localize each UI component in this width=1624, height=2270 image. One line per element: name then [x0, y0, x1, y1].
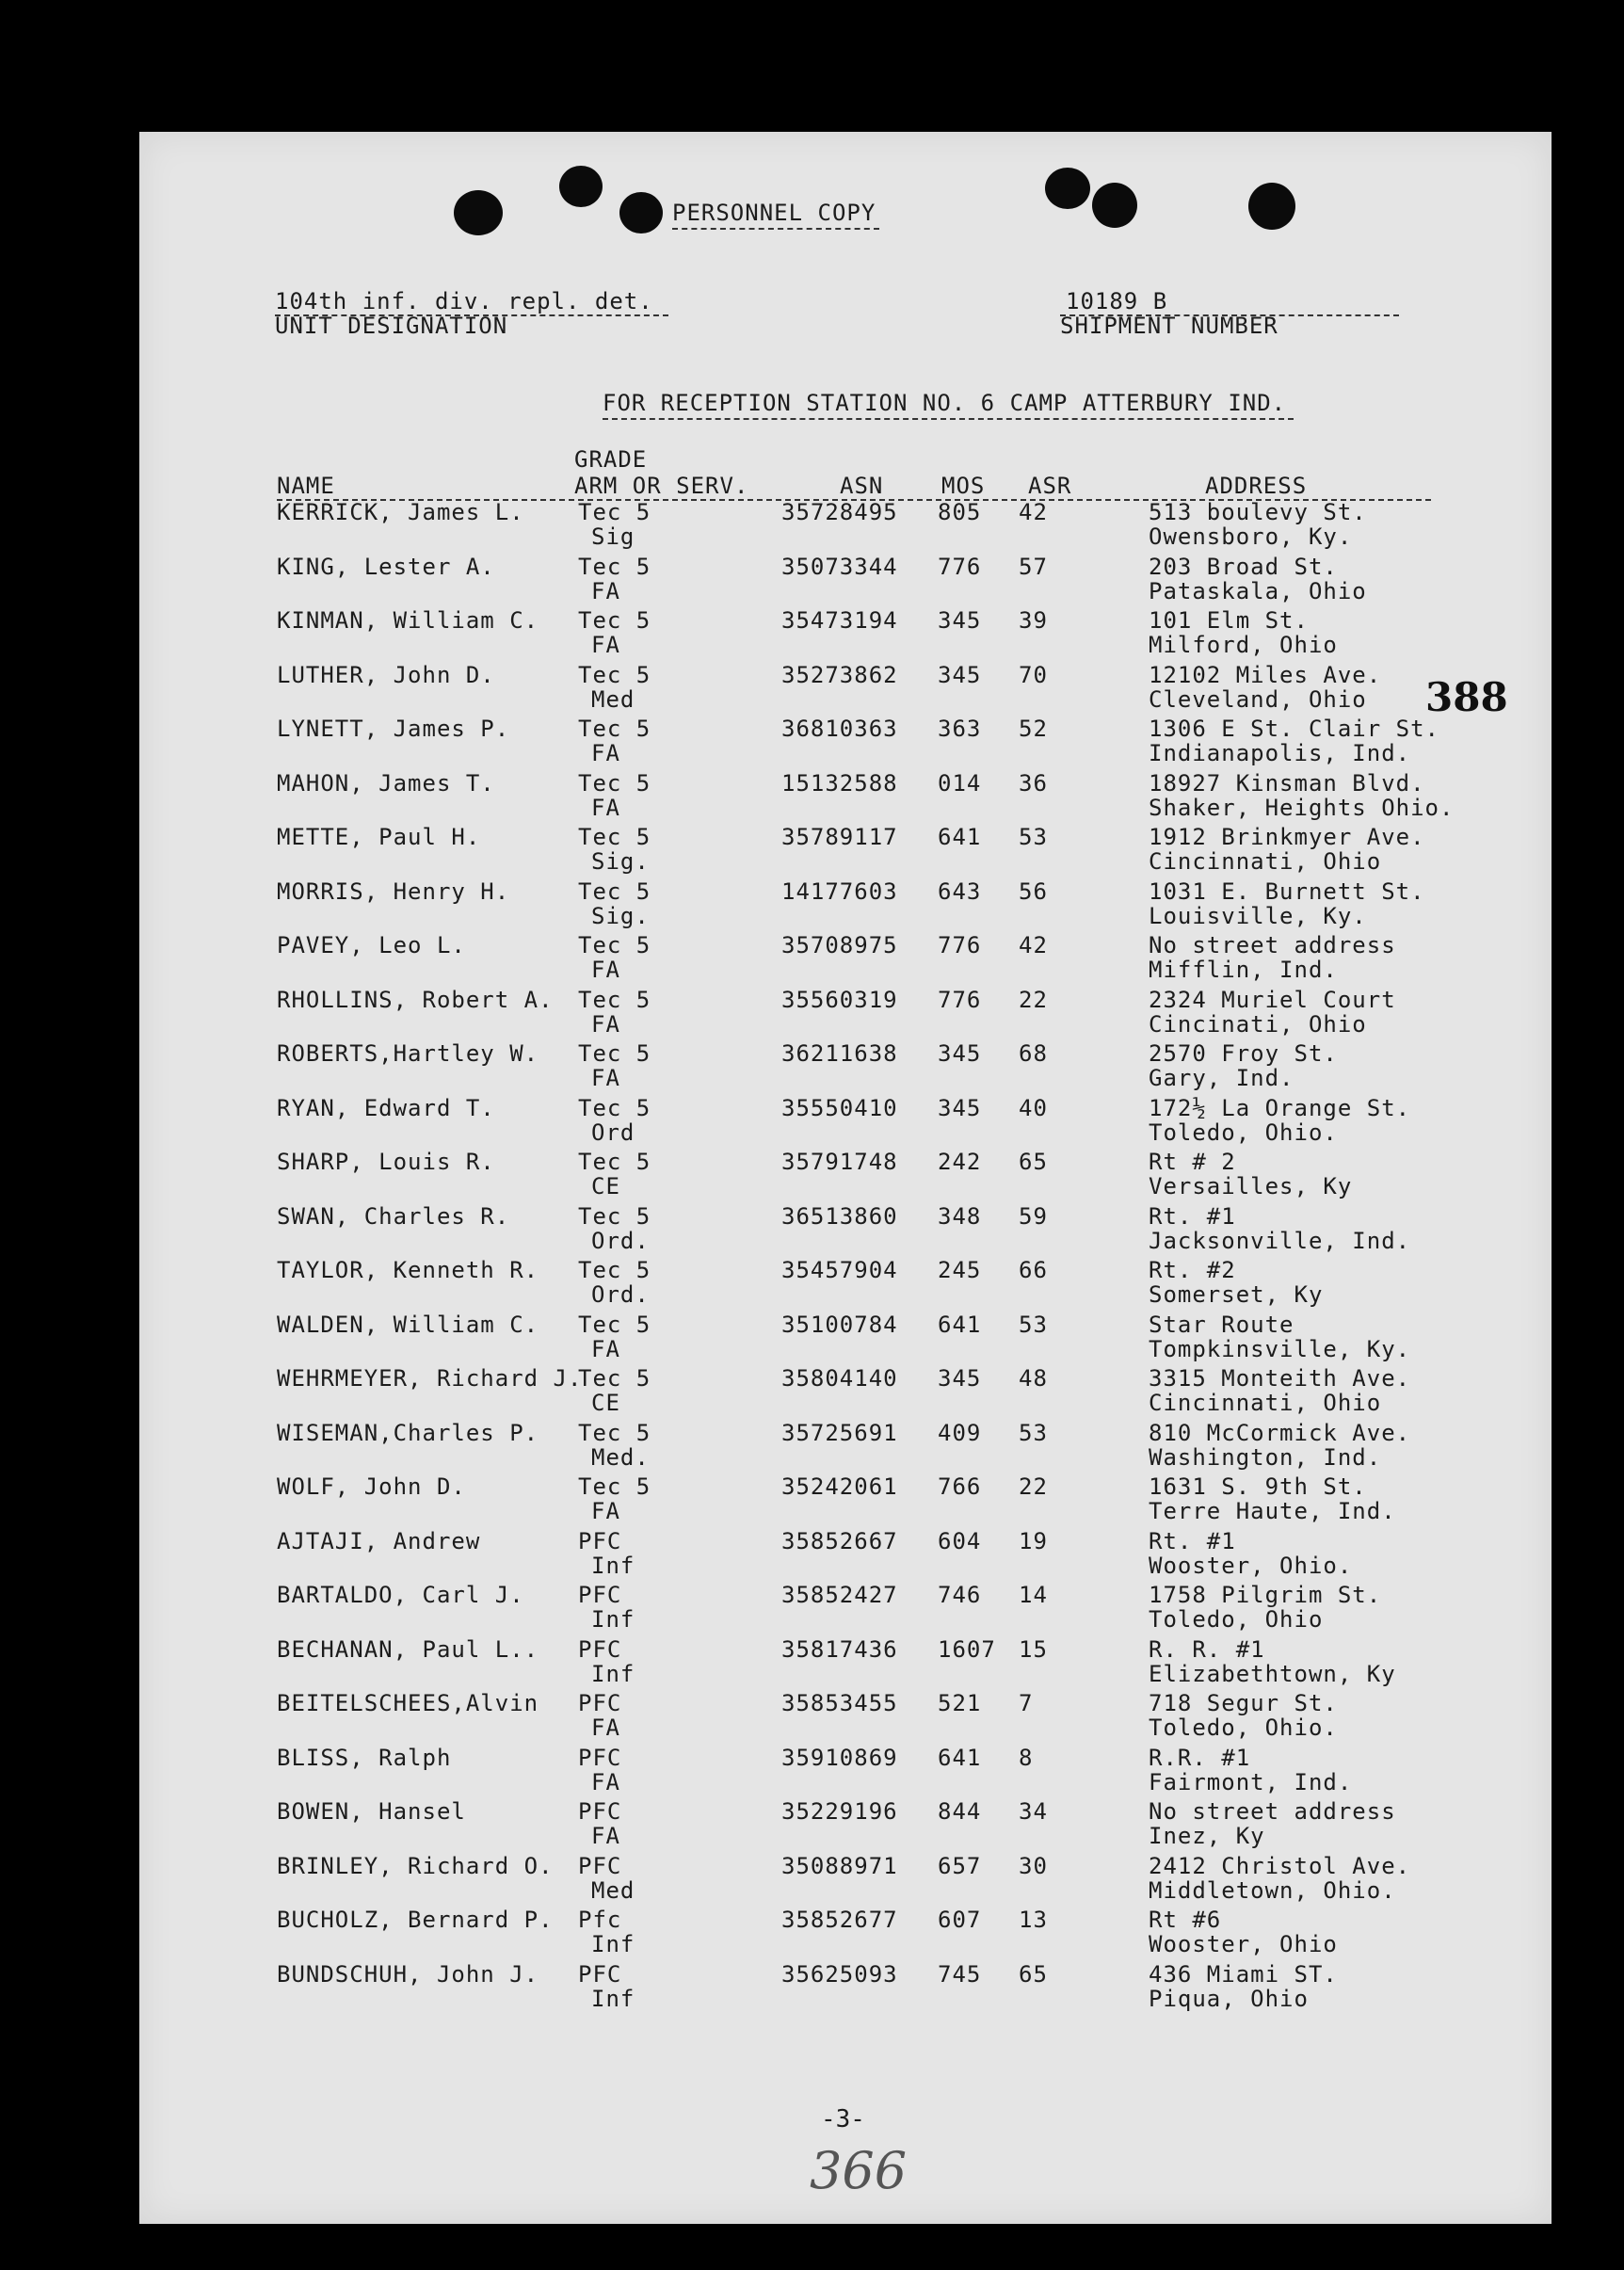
cell-grade: PFC — [578, 1635, 622, 1663]
cell-asr: 68 — [1019, 1040, 1048, 1067]
column-header-name: NAME — [277, 473, 335, 499]
cell-addr2: Toledo, Ohio. — [1149, 1715, 1338, 1741]
table-row — [139, 499, 1552, 553]
cell-asr: 7 — [1019, 1690, 1034, 1716]
cell-arm: Sig. — [591, 848, 650, 875]
cell-arm: Ord. — [591, 1281, 650, 1308]
cell-name: WOLF, John D. — [277, 1473, 466, 1500]
cell-asn: 14177603 — [781, 877, 898, 905]
cell-grade: Pfc — [578, 1907, 622, 1933]
table-row — [139, 1528, 1552, 1582]
cell-addr2: Toledo, Ohio. — [1149, 1119, 1338, 1146]
cell-addr1: Rt. #1 — [1149, 1527, 1236, 1554]
cell-name: PAVEY, Leo L. — [277, 932, 466, 958]
cell-name: BARTALDO, Carl J. — [277, 1582, 524, 1608]
cell-asn: 35242061 — [781, 1473, 898, 1500]
cell-name: RYAN, Edward T. — [277, 1094, 495, 1121]
destination-title: FOR RECEPTION STATION NO. 6 CAMP ATTERBURY IND. — [603, 390, 1287, 416]
cell-asr: 13 — [1019, 1907, 1048, 1933]
cell-addr1: Rt # 2 — [1149, 1149, 1236, 1175]
cell-addr2: Inez, Ky — [1149, 1823, 1265, 1849]
cell-grade: Tec 5 — [578, 1365, 651, 1392]
cell-arm: CE — [591, 1173, 620, 1199]
cell-name: MAHON, James T. — [277, 769, 495, 797]
cell-addr1: 513 boulevy St. — [1149, 499, 1367, 525]
table-row — [139, 1149, 1552, 1202]
cell-arm: FA — [591, 1498, 620, 1524]
cell-name: MORRIS, Henry H. — [277, 877, 510, 905]
cell-addr2: Louisville, Ky. — [1149, 902, 1367, 929]
cell-arm: Sig — [591, 523, 635, 550]
cell-asr: 39 — [1019, 607, 1048, 634]
cell-asr: 15 — [1019, 1635, 1048, 1663]
cell-name: LUTHER, John D. — [277, 661, 495, 688]
cell-mos: 245 — [938, 1257, 982, 1283]
column-header-grade: ARM OR SERV. — [574, 473, 749, 499]
table-row — [139, 1798, 1552, 1852]
table-row — [139, 1961, 1552, 2015]
cell-asr: 30 — [1019, 1852, 1048, 1879]
table-row — [139, 1365, 1552, 1419]
cell-name: BUNDSCHUH, John J. — [277, 1960, 539, 1988]
cell-addr2: Terre Haute, Ind. — [1149, 1498, 1396, 1524]
cell-grade: Tec 5 — [578, 769, 651, 797]
cell-name: ROBERTS,Hartley W. — [277, 1040, 539, 1067]
cell-arm: Sig. — [591, 902, 650, 929]
shipment-number-value: 10189 B — [1066, 288, 1168, 314]
cell-mos: 014 — [938, 769, 982, 797]
cell-name: AJTAJI, Andrew — [277, 1527, 481, 1554]
cell-addr2: Cincinnati, Ohio — [1149, 1390, 1382, 1416]
table-row — [139, 1095, 1552, 1149]
cell-arm: Inf — [591, 1660, 635, 1687]
cell-addr1: Star Route — [1149, 1311, 1294, 1338]
cell-asr: 53 — [1019, 824, 1048, 850]
cell-addr2: Versailles, Ky — [1149, 1173, 1353, 1199]
cell-arm: Med. — [591, 1443, 650, 1471]
cell-mos: 641 — [938, 824, 982, 850]
cell-asn: 35229196 — [781, 1798, 898, 1825]
table-row — [139, 1040, 1552, 1094]
cell-name: WISEMAN,Charles P. — [277, 1419, 539, 1446]
cell-asr: 59 — [1019, 1202, 1048, 1230]
cell-arm: FA — [591, 1010, 620, 1038]
cell-asr: 22 — [1019, 1473, 1048, 1500]
cell-asn: 35073344 — [781, 553, 898, 580]
cell-addr1: R.R. #1 — [1149, 1744, 1251, 1771]
cell-asn: 35560319 — [781, 986, 898, 1013]
cell-name: BOWEN, Hansel — [277, 1798, 466, 1825]
column-header-asr: ASR — [1028, 473, 1072, 499]
cell-addr1: 1631 S. 9th St. — [1149, 1473, 1367, 1500]
cell-arm: FA — [591, 1715, 620, 1741]
cell-arm: CE — [591, 1390, 620, 1416]
cell-grade: PFC — [578, 1582, 622, 1608]
cell-grade: Tec 5 — [578, 499, 651, 525]
cell-addr1: Rt. #2 — [1149, 1257, 1236, 1283]
cell-addr2: Middletown, Ohio. — [1149, 1876, 1396, 1904]
punch-hole — [1248, 183, 1295, 230]
cell-mos: 345 — [938, 1094, 982, 1121]
cell-mos: 641 — [938, 1744, 982, 1771]
cell-addr1: 810 McCormick Ave. — [1149, 1419, 1411, 1446]
cell-asn: 35100784 — [781, 1311, 898, 1338]
table-row — [139, 1203, 1552, 1257]
cell-name: BLISS, Ralph — [277, 1744, 452, 1771]
cell-arm: FA — [591, 794, 620, 821]
cell-addr2: Owensboro, Ky. — [1149, 523, 1353, 550]
cell-addr2: Gary, Ind. — [1149, 1065, 1294, 1091]
cell-asn: 35789117 — [781, 824, 898, 850]
cell-grade: Tec 5 — [578, 986, 651, 1013]
cell-addr2: Fairmont, Ind. — [1149, 1768, 1353, 1795]
cell-mos: 776 — [938, 553, 982, 580]
cell-grade: PFC — [578, 1744, 622, 1771]
cell-mos: 776 — [938, 986, 982, 1013]
cell-asn: 35088971 — [781, 1852, 898, 1879]
cell-mos: 745 — [938, 1960, 982, 1988]
cell-asr: 57 — [1019, 553, 1048, 580]
stamp-number: 388 — [1425, 674, 1508, 720]
cell-grade: Tec 5 — [578, 1149, 651, 1175]
cell-asn: 35852427 — [781, 1582, 898, 1608]
cell-addr2: Cincinati, Ohio — [1149, 1010, 1367, 1038]
cell-grade: Tec 5 — [578, 1094, 651, 1121]
cell-asn: 35473194 — [781, 607, 898, 634]
cell-asr: 48 — [1019, 1365, 1048, 1392]
cell-asn: 36513860 — [781, 1202, 898, 1230]
cell-grade: Tec 5 — [578, 1202, 651, 1230]
cell-asr: 40 — [1019, 1094, 1048, 1121]
cell-mos: 604 — [938, 1527, 982, 1554]
table-row — [139, 607, 1552, 661]
cell-arm: Inf — [591, 1552, 635, 1579]
cell-asn: 36810363 — [781, 716, 898, 742]
cell-grade: Tec 5 — [578, 553, 651, 580]
cell-mos: 363 — [938, 716, 982, 742]
cell-arm: FA — [591, 632, 620, 658]
cell-addr1: 172½ La Orange St. — [1149, 1094, 1411, 1121]
cell-name: METTE, Paul H. — [277, 824, 481, 850]
cell-addr1: R. R. #1 — [1149, 1635, 1265, 1663]
cell-asr: 65 — [1019, 1149, 1048, 1175]
cell-addr1: 12102 Miles Ave. — [1149, 661, 1382, 688]
column-header-asn: ASN — [840, 473, 884, 499]
divider — [603, 418, 1294, 420]
cell-addr2: Wooster, Ohio — [1149, 1931, 1338, 1957]
cell-grade: Tec 5 — [578, 1311, 651, 1338]
cell-asr: 52 — [1019, 716, 1048, 742]
cell-asr: 56 — [1019, 877, 1048, 905]
cell-addr2: Shaker, Heights Ohio. — [1149, 794, 1455, 821]
cell-name: KINMAN, William C. — [277, 607, 539, 634]
punch-hole — [619, 192, 663, 233]
table-row — [139, 1420, 1552, 1473]
cell-addr2: Toledo, Ohio — [1149, 1606, 1324, 1633]
cell-arm: FA — [591, 740, 620, 766]
cell-addr1: 101 Elm St. — [1149, 607, 1309, 634]
cell-asr: 42 — [1019, 932, 1048, 958]
cell-addr2: Milford, Ohio — [1149, 632, 1338, 658]
cell-arm: FA — [591, 1768, 620, 1795]
shipment-number-label: SHIPMENT NUMBER — [1060, 313, 1278, 339]
cell-asr: 36 — [1019, 769, 1048, 797]
cell-grade: Tec 5 — [578, 1257, 651, 1283]
cell-grade: Tec 5 — [578, 1473, 651, 1500]
cell-addr2: Cincinnati, Ohio — [1149, 848, 1382, 875]
cell-mos: 345 — [938, 607, 982, 634]
cell-asn: 35457904 — [781, 1257, 898, 1283]
cell-asr: 53 — [1019, 1419, 1048, 1446]
copy-label: PERSONNEL COPY — [672, 200, 876, 226]
table-row — [139, 1745, 1552, 1798]
cell-addr2: Somerset, Ky — [1149, 1281, 1324, 1308]
cell-addr1: No street address — [1149, 932, 1396, 958]
table-row — [139, 1473, 1552, 1527]
cell-name: BUCHOLZ, Bernard P. — [277, 1907, 554, 1933]
cell-asr: 19 — [1019, 1527, 1048, 1554]
cell-addr2: Jacksonville, Ind. — [1149, 1227, 1411, 1254]
cell-arm: Inf — [591, 1606, 635, 1633]
cell-addr1: 2412 Christol Ave. — [1149, 1852, 1411, 1879]
cell-arm: Ord — [591, 1119, 635, 1146]
cell-addr2: Tompkinsville, Ky. — [1149, 1335, 1411, 1362]
table-row — [139, 770, 1552, 824]
cell-addr1: 2570 Froy St. — [1149, 1040, 1338, 1067]
cell-grade: PFC — [578, 1852, 622, 1879]
cell-mos: 345 — [938, 661, 982, 688]
cell-grade: Tec 5 — [578, 877, 651, 905]
cell-asn: 35708975 — [781, 932, 898, 958]
cell-addr1: 18927 Kinsman Blvd. — [1149, 769, 1425, 797]
cell-mos: 1607 — [938, 1635, 996, 1663]
cell-name: BRINLEY, Richard O. — [277, 1852, 554, 1879]
table-row — [139, 1690, 1552, 1744]
punch-hole — [559, 166, 603, 207]
table-row — [139, 1853, 1552, 1907]
cell-arm: Med — [591, 1876, 635, 1904]
cell-addr1: 1031 E. Burnett St. — [1149, 877, 1425, 905]
cell-mos: 345 — [938, 1040, 982, 1067]
cell-arm: FA — [591, 577, 620, 604]
cell-arm: FA — [591, 957, 620, 983]
cell-addr1: 2324 Muriel Court — [1149, 986, 1396, 1013]
cell-mos: 348 — [938, 1202, 982, 1230]
cell-grade: Tec 5 — [578, 1040, 651, 1067]
cell-asr: 22 — [1019, 986, 1048, 1013]
table-row — [139, 662, 1552, 716]
page-number: -3- — [821, 2105, 865, 2133]
cell-asn: 35728495 — [781, 499, 898, 525]
cell-mos: 607 — [938, 1907, 982, 1933]
cell-asn: 35625093 — [781, 1960, 898, 1988]
cell-asr: 53 — [1019, 1311, 1048, 1338]
cell-addr2: Pataskala, Ohio — [1149, 577, 1367, 604]
cell-arm: FA — [591, 1335, 620, 1362]
cell-grade: Tec 5 — [578, 716, 651, 742]
cell-arm: Med — [591, 685, 635, 713]
cell-grade: PFC — [578, 1798, 622, 1825]
cell-name: RHOLLINS, Robert A. — [277, 986, 554, 1013]
cell-addr1: 203 Broad St. — [1149, 553, 1338, 580]
cell-addr1: Rt. #1 — [1149, 1202, 1236, 1230]
cell-grade: PFC — [578, 1960, 622, 1988]
cell-mos: 242 — [938, 1149, 982, 1175]
cell-addr1: 718 Segur St. — [1149, 1690, 1338, 1716]
cell-asn: 35817436 — [781, 1635, 898, 1663]
cell-addr2: Wooster, Ohio. — [1149, 1552, 1353, 1579]
cell-grade: Tec 5 — [578, 607, 651, 634]
cell-arm: FA — [591, 1065, 620, 1091]
cell-mos: 521 — [938, 1690, 982, 1716]
table-row — [139, 987, 1552, 1040]
cell-mos: 844 — [938, 1798, 982, 1825]
cell-asr: 8 — [1019, 1744, 1034, 1771]
table-row — [139, 878, 1552, 932]
cell-addr2: Piqua, Ohio — [1149, 1985, 1309, 2012]
cell-name: BECHANAN, Paul L.. — [277, 1635, 539, 1663]
unit-designation-label: UNIT DESIGNATION — [275, 313, 508, 339]
cell-addr1: Rt #6 — [1149, 1907, 1222, 1933]
cell-mos: 776 — [938, 932, 982, 958]
table-row — [139, 1312, 1552, 1365]
cell-addr2: Elizabethtown, Ky — [1149, 1660, 1396, 1687]
table-row — [139, 1257, 1552, 1311]
table-row — [139, 1636, 1552, 1690]
cell-asr: 34 — [1019, 1798, 1048, 1825]
punch-hole — [454, 190, 503, 235]
table-row — [139, 1907, 1552, 1960]
cell-asr: 65 — [1019, 1960, 1048, 1988]
cell-asr: 66 — [1019, 1257, 1048, 1283]
cell-arm: Ord. — [591, 1227, 650, 1254]
punch-hole — [1092, 183, 1137, 228]
cell-asn: 35273862 — [781, 661, 898, 688]
handwritten-number: 366 — [810, 2141, 908, 2200]
cell-asn: 35725691 — [781, 1419, 898, 1446]
unit-designation-value: 104th inf. div. repl. det. — [275, 288, 653, 314]
punch-hole — [1045, 168, 1090, 209]
cell-asn: 35853455 — [781, 1690, 898, 1716]
cell-addr1: 1912 Brinkmyer Ave. — [1149, 824, 1425, 850]
table-row — [139, 932, 1552, 986]
cell-name: LYNETT, James P. — [277, 716, 510, 742]
cell-asn: 35791748 — [781, 1149, 898, 1175]
cell-name: KING, Lester A. — [277, 553, 495, 580]
cell-name: BEITELSCHEES,Alvin — [277, 1690, 539, 1716]
column-header-mos: MOS — [941, 473, 986, 499]
cell-name: TAYLOR, Kenneth R. — [277, 1257, 539, 1283]
cell-name: WALDEN, William C. — [277, 1311, 539, 1338]
table-row — [139, 1582, 1552, 1635]
cell-name: KERRICK, James L. — [277, 499, 524, 525]
cell-asn: 35852677 — [781, 1907, 898, 1933]
cell-addr1: 436 Miami ST. — [1149, 1960, 1338, 1988]
cell-asr: 42 — [1019, 499, 1048, 525]
cell-grade: PFC — [578, 1527, 622, 1554]
cell-mos: 805 — [938, 499, 982, 525]
cell-addr2: Indianapolis, Ind. — [1149, 740, 1411, 766]
cell-asn: 35910869 — [781, 1744, 898, 1771]
cell-mos: 345 — [938, 1365, 982, 1392]
cell-grade: Tec 5 — [578, 932, 651, 958]
cell-addr1: 1758 Pilgrim St. — [1149, 1582, 1382, 1608]
table-row — [139, 716, 1552, 769]
cell-mos: 643 — [938, 877, 982, 905]
cell-asn: 36211638 — [781, 1040, 898, 1067]
cell-asn: 15132588 — [781, 769, 898, 797]
cell-name: SWAN, Charles R. — [277, 1202, 510, 1230]
cell-asn: 35550410 — [781, 1094, 898, 1121]
column-header-grade-top: GRADE — [574, 446, 648, 473]
cell-addr2: Mifflin, Ind. — [1149, 957, 1338, 983]
cell-arm: Inf — [591, 1931, 635, 1957]
cell-mos: 766 — [938, 1473, 982, 1500]
cell-mos: 657 — [938, 1852, 982, 1879]
cell-addr1: 1306 E St. Clair St. — [1149, 716, 1439, 742]
cell-name: SHARP, Louis R. — [277, 1149, 495, 1175]
cell-grade: Tec 5 — [578, 824, 651, 850]
cell-grade: Tec 5 — [578, 661, 651, 688]
cell-grade: PFC — [578, 1690, 622, 1716]
table-row — [139, 824, 1552, 877]
cell-mos: 641 — [938, 1311, 982, 1338]
cell-mos: 409 — [938, 1419, 982, 1446]
cell-addr1: No street address — [1149, 1798, 1396, 1825]
document-page — [139, 132, 1552, 2224]
cell-addr2: Washington, Ind. — [1149, 1443, 1382, 1471]
cell-asr: 14 — [1019, 1582, 1048, 1608]
table-row — [139, 554, 1552, 607]
cell-arm: FA — [591, 1823, 620, 1849]
cell-asr: 70 — [1019, 661, 1048, 688]
divider — [672, 228, 879, 230]
cell-addr2: Cleveland, Ohio — [1149, 685, 1367, 713]
cell-arm: Inf — [591, 1985, 635, 2012]
cell-grade: Tec 5 — [578, 1419, 651, 1446]
cell-addr1: 3315 Monteith Ave. — [1149, 1365, 1411, 1392]
cell-asn: 35852667 — [781, 1527, 898, 1554]
column-header-address: ADDRESS — [1205, 473, 1308, 499]
cell-asn: 35804140 — [781, 1365, 898, 1392]
cell-name: WEHRMEYER, Richard J. — [277, 1365, 583, 1392]
cell-mos: 746 — [938, 1582, 982, 1608]
